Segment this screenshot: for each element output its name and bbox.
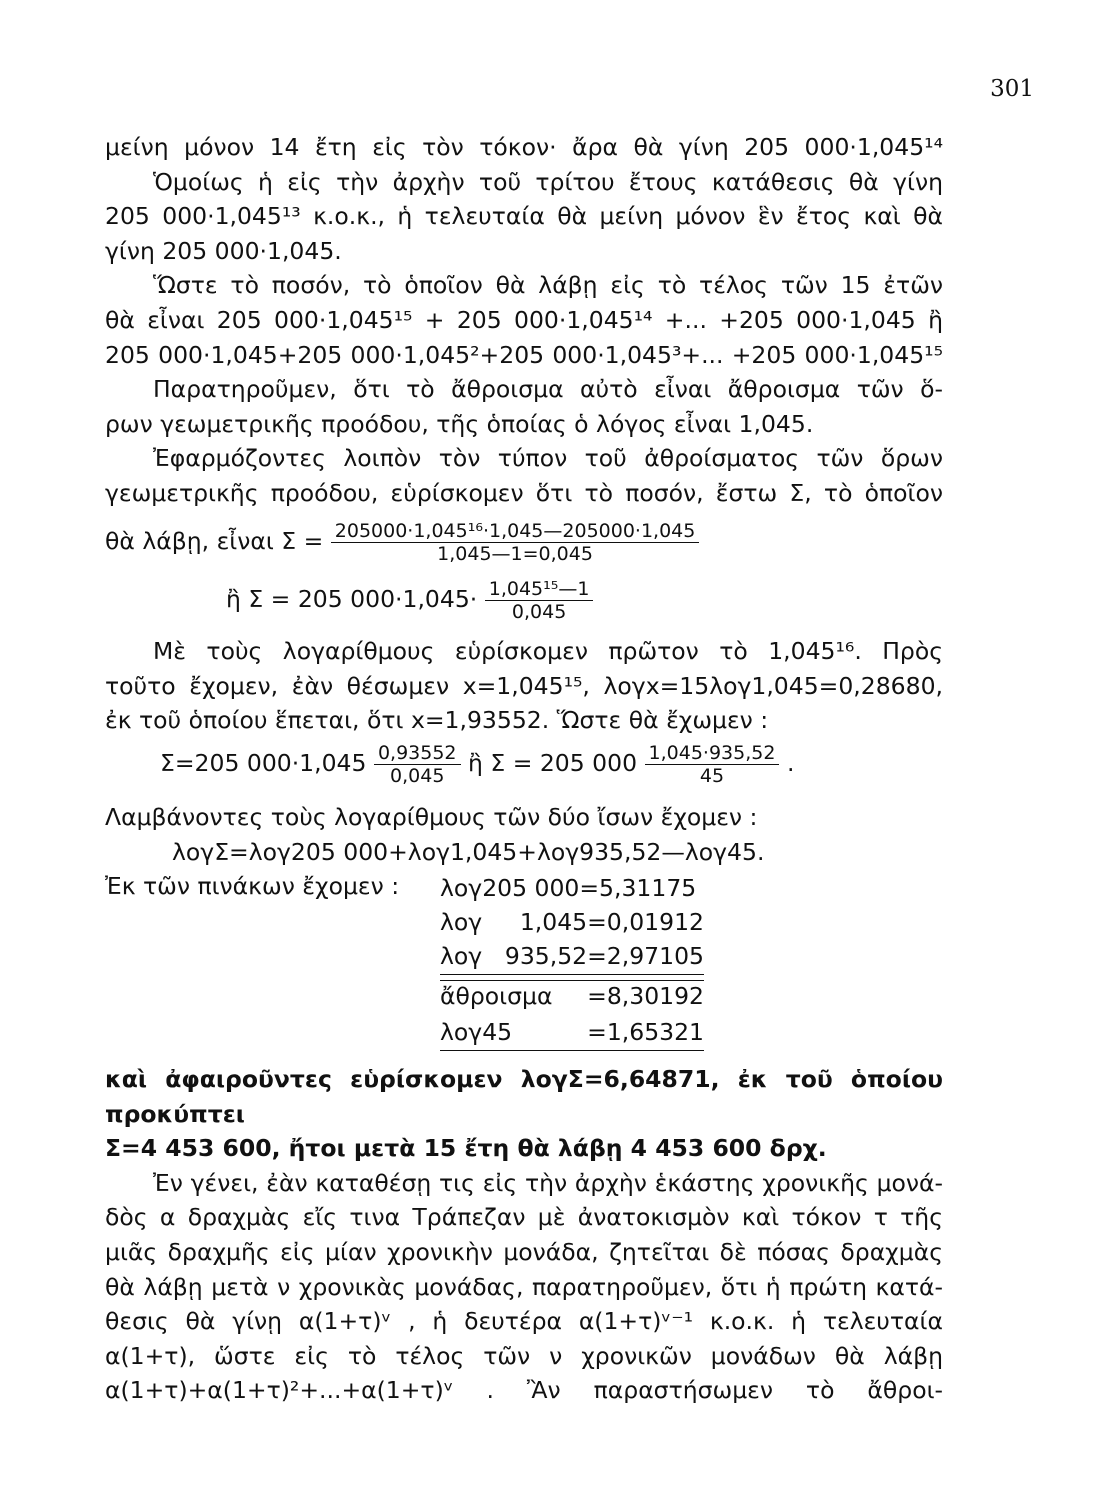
fraction-denominator: 45 [699, 765, 725, 787]
text-line: θὰ εἶναι 205 000·1,045¹⁵ + 205 000·1,045¹⁴ +... +205 000·1,045 ἢ [105, 305, 943, 334]
text-line: καὶ ἀφαιροῦντες εὑρίσκομεν λογΣ=6,64871, ἐκ τοῦ ὁποίου προκύπτει [105, 1065, 943, 1128]
text-line: γίνη 205 000·1,045. [105, 236, 342, 265]
text-line: μιᾶς δραχμῆς εἰς μίαν χρονικὴν μονάδα, ζητεῖται δὲ πόσας δραχμὰς [105, 1237, 943, 1266]
text-line: Ἐφαρμόζοντες λοιπὸν τὸν τύπον τοῦ ἀθροίσματος τῶν ὅρων [153, 444, 943, 473]
text-line: Σ=4 453 600, ἤτοι μετὰ 15 ἔτη θὰ λάβῃ 4 453 600 δρχ. [105, 1134, 827, 1163]
formula-sum-2 [226, 578, 593, 623]
log-table-row [440, 904, 704, 940]
fraction-numerator: 1,045·935,52 [645, 742, 780, 765]
page-number: 301 [990, 76, 1034, 102]
fraction [645, 742, 780, 787]
log-table-key: λογ [440, 942, 483, 970]
log-table-row [440, 938, 704, 974]
text-line: γεωμετρικῆς προόδου, εὑρίσκομεν ὅτι τὸ ποσόν, ἔστω Σ, τὸ ὁποῖον [105, 478, 943, 507]
log-table-row [440, 978, 704, 1014]
log-table-row [440, 870, 704, 906]
text-line: 205 000·1,045+205 000·1,045²+205 000·1,045³+... +205 000·1,045¹⁵ [105, 340, 943, 369]
formula-sum-3 [160, 742, 794, 787]
text-block-top [105, 130, 943, 511]
fraction-denominator: 0,045 [511, 601, 567, 623]
text-line: ρων γεωμετρικῆς προόδου, τῆς ὁποίας ὁ λόγος εἶναι 1,045. [105, 409, 814, 438]
formula-lead: Σ=205 000·1,045 [160, 749, 367, 777]
log-table-value: 935,52=2,97105 [504, 942, 704, 970]
fraction-numerator: 205000·1,045¹⁶·1,045—205000·1,045 [331, 520, 700, 543]
log-table-key: λογ205 000=5,31175 [440, 874, 697, 902]
log-table-key: λογ45 [440, 1018, 513, 1046]
formula-sum-1 [105, 520, 699, 565]
fraction [331, 520, 700, 565]
fraction-numerator: 0,93552 [374, 742, 461, 765]
log-table-value: =8,30192 [587, 982, 704, 1010]
text-line: Ἐν γένει, ἐὰν καταθέσῃ τις εἰς τὴν ἀρχὴν ἑκάστης χρονικῆς μονά- [153, 1168, 943, 1197]
text-line: Μὲ τοὺς λογαρίθμους εὑρίσκομεν πρῶτον τὸ 1,045¹⁶. Πρὸς [153, 637, 943, 665]
log-table-row [440, 1014, 704, 1050]
log-table-key: ἄθροισμα [440, 982, 553, 1010]
formula-tail: . [786, 749, 795, 777]
text-line: Ὥστε τὸ ποσόν, τὸ ὁποῖον θὰ λάβῃ εἰς τὸ τέλος τῶν 15 ἐτῶν [153, 271, 943, 300]
text-line: τοῦτο ἔχομεν, ἐὰν θέσωμεν x=1,045¹⁵, λογx=15λογ1,045=0,28680, [105, 671, 943, 700]
log-table-key: λογ [440, 908, 483, 936]
formula-lead: θὰ λάβῃ, εἶναι Σ = [105, 527, 324, 555]
log-table-value: 1,045=0,01912 [519, 908, 704, 936]
log-equation: λογΣ=λογ205 000+λογ1,045+λογ935,52—λογ45. [172, 838, 765, 866]
text-line: δὸς α δραχμὰς εἴς τινα Τράπεζαν μὲ ἀνατοκισμὸν καὶ τόκον τ τῆς [105, 1203, 943, 1232]
text-line: θεσις θὰ γίνῃ α(1+τ)ᵛ , ἡ δευτέρα α(1+τ)ᵛ⁻¹ κ.ο.κ. ἡ τελευταία [105, 1307, 943, 1336]
fraction [374, 742, 461, 787]
fraction-denominator: 0,045 [390, 765, 445, 787]
fraction-denominator: 1,045—1=0,045 [437, 543, 593, 565]
tables-intro: Ἐκ τῶν πινάκων ἔχομεν : [105, 872, 400, 900]
fraction [485, 578, 594, 623]
text-line: α(1+τ), ὥστε εἰς τὸ τέλος τῶν ν χρονικῶν μονάδων θὰ λάβῃ [105, 1341, 943, 1370]
log-table-value: =1,65321 [587, 1018, 704, 1046]
text-line: μείνη μόνον 14 ἔτη εἰς τὸν τόκον· ἄρα θὰ γίνη 205 000·1,045¹⁴ [105, 133, 943, 161]
text-line: α(1+τ)+α(1+τ)²+...+α(1+τ)ᵛ . Ἂν παραστήσωμεν τὸ ἄθροι- [105, 1376, 943, 1405]
formula-middle: ἢ Σ = 205 000 [468, 749, 638, 777]
text-line: Ὁμοίως ἡ εἰς τὴν ἀρχὴν τοῦ τρίτου ἔτους κατάθεσις θὰ γίνη [153, 167, 943, 196]
text-block-bottom [105, 1062, 943, 1408]
fraction-numerator: 1,045¹⁵—1 [485, 578, 594, 601]
text-line: θὰ λάβῃ μετὰ ν χρονικὰς μονάδας, παρατηροῦμεν, ὅτι ἡ πρώτη κατά- [105, 1272, 943, 1301]
text-line: Λαμβάνοντες τοὺς λογαρίθμους τῶν δύο ἴσων ἔχομεν : [105, 803, 758, 831]
text-line: ἐκ τοῦ ὁποίου ἕπεται, ὅτι x=1,93552. Ὥστε θὰ ἔχωμεν : [105, 706, 769, 735]
formula-lead: ἢ Σ = 205 000·1,045· [226, 585, 478, 613]
table-rule [440, 1050, 704, 1051]
text-lambanontes [105, 800, 943, 835]
text-block-middle [105, 634, 943, 738]
text-line: 205 000·1,045¹³ κ.ο.κ., ἡ τελευταία θὰ μείνη μόνον ἓν ἔτος καὶ θὰ [105, 202, 943, 231]
table-rule [440, 974, 704, 975]
text-line: Παρατηροῦμεν, ὅτι τὸ ἄθροισμα αὐτὸ εἶναι ἄθροισμα τῶν ὅ- [153, 375, 943, 404]
